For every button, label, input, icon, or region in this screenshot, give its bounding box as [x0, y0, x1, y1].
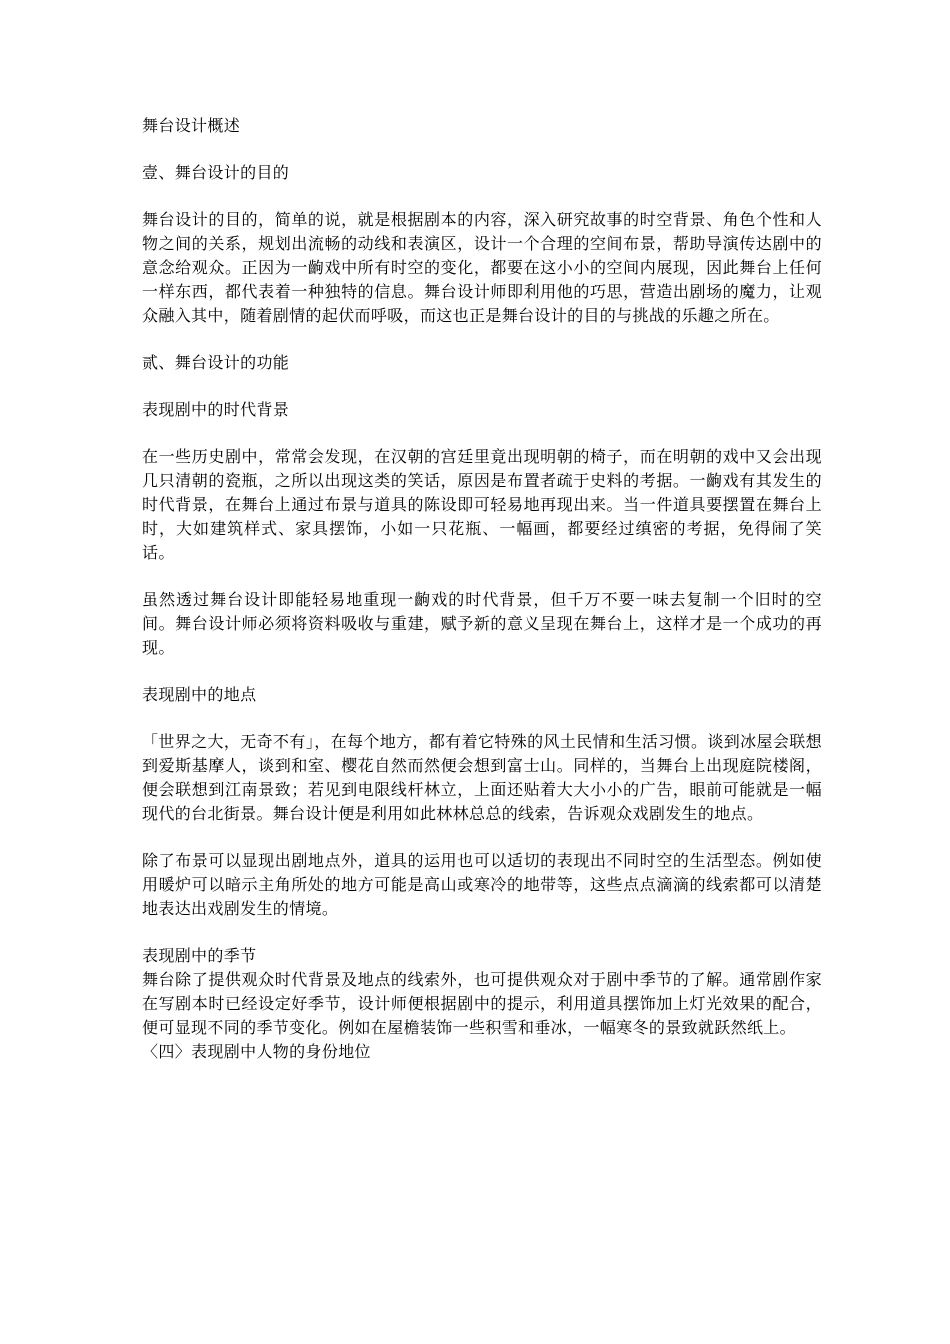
document-title: 舞台设计概述	[142, 116, 241, 135]
paragraph-location-2: 除了布景可以显现出剧地点外，道具的运用也可以适切的表现出不同时空的生活型态。例如使用暖炉可以暗示主角所处的地方可能是高山或寒冷的地带等，这些点点滴滴的线索都可以清楚地表达出戏剧发生的情境。	[142, 851, 822, 918]
subheading-status: 〈四〉表现剧中人物的身份地位	[142, 1042, 371, 1061]
subheading-location: 表现剧中的地点	[142, 685, 257, 704]
paragraph-season: 舞台除了提供观众时代背景及地点的线索外，也可提供观众对于剧中季节的了解。通常剧作家在写剧本时已经设定好季节，设计师便根据剧中的提示，利用道具摆饰加上灯光效果的配合，便可显现不同的季节变化。例如在屋檐装饰一些积雪和垂冰，一幅寒冬的景致就跃然纸上。	[142, 970, 822, 1037]
section-heading-function: 贰、舞台设计的功能	[142, 353, 290, 372]
section-heading-purpose: 壹、舞台设计的目的	[142, 163, 290, 182]
paragraph-location-1: 「世界之大，无奇不有」，在每个地方，都有着它特殊的风土民情和生活习惯。谈到冰屋会联想到爱斯基摩人，谈到和室、樱花自然而然便会想到富士山。同样的，当舞台上出现庭院楼阁，便会联想到江南景致；若见到电限线杆林立，上面还贴着大大小小的广告，眼前可能就是一幅现代的台北街景。舞台设计便是利用如此林林总总的线索，告诉观众戏剧发生的地点。	[142, 732, 822, 823]
paragraph-era-2: 虽然透过舞台设计即能轻易地重现一齣戏的时代背景，但千万不要一味去复制一个旧时的空间。舞台设计师必须将资料吸收与重建，赋予新的意义呈现在舞台上，这样才是一个成功的再现。	[142, 590, 822, 657]
paragraph-era-1: 在一些历史剧中，常常会发现，在汉朝的宫廷里竟出现明朝的椅子，而在明朝的戏中又会出现几只清朝的瓷瓶，之所以出现这类的笑话，原因是布置者疏于史料的考据。一齣戏有其发生的时代背景，在舞台上通过布景与道具的陈设即可轻易地再现出来。当一件道具要摆置在舞台上时，大如建筑样式、家具摆饰，小如一只花瓶、一幅画，都要经过缜密的考据，免得闹了笑话。	[142, 447, 822, 562]
document-page	[142, 114, 822, 1064]
subheading-season: 表现剧中的季节	[142, 946, 257, 965]
paragraph-purpose: 舞台设计的目的，简单的说，就是根据剧本的内容，深入研究故事的时空背景、角色个性和人物之间的关系，规划出流畅的动线和表演区，设计一个合理的空间布景，帮助导演传达剧中的意念给观众。正因为一齣戏中所有时空的变化，都要在这小小的空间内展现，因此舞台上任何一样东西，都代表着一种独特的信息。舞台设计师即利用他的巧思，营造出剧场的魔力，让观众融入其中，随着剧情的起伏而呼吸，而这也正是舞台设计的目的与挑战的乐趣之所在。	[142, 210, 822, 325]
subheading-era: 表现剧中的时代背景	[142, 400, 290, 419]
